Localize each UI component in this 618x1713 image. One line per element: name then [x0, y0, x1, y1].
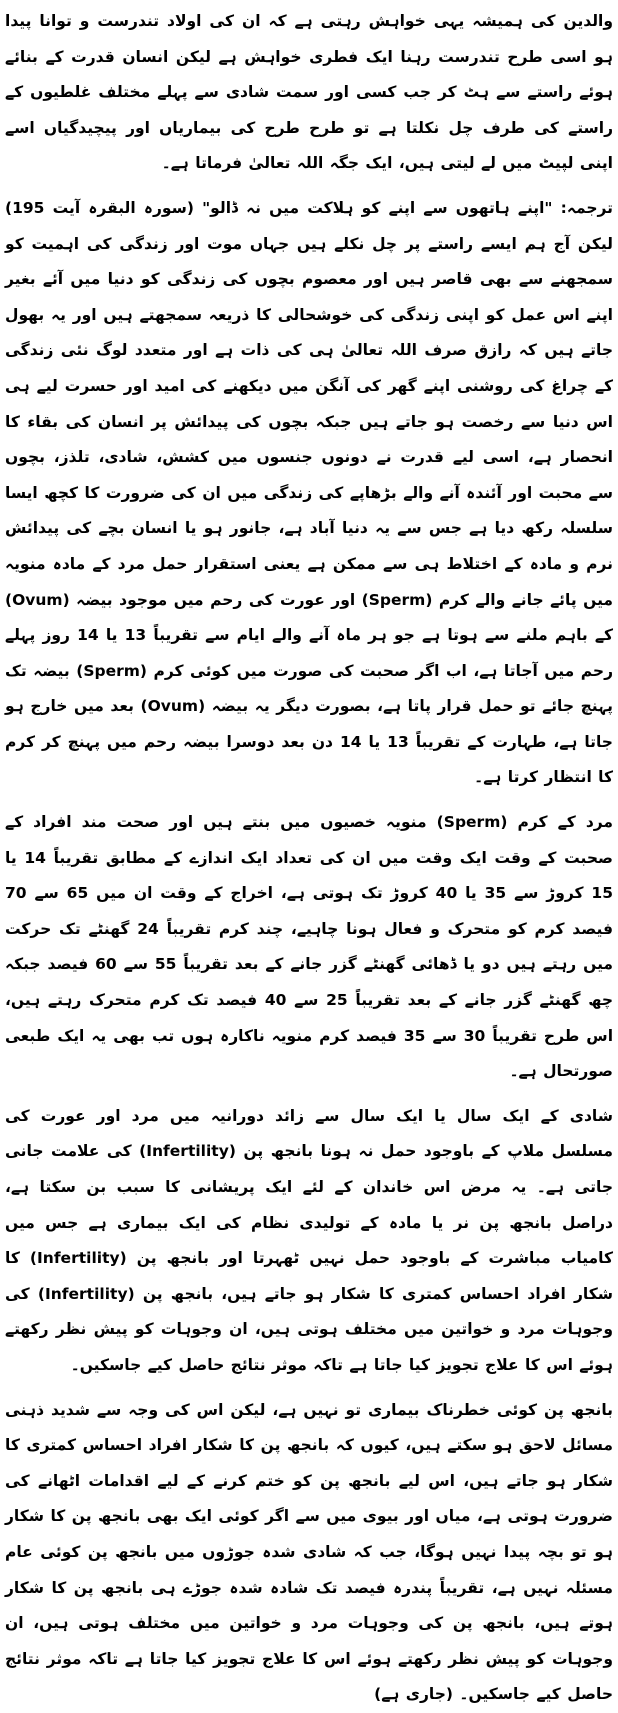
article-paragraph-sperm: مرد کے کرم (Sperm) منویہ خصیوں میں بنتے ہیں اور صحت مند افراد کے صحبت کے وقت ایک وقت میں ان کی تعداد ایک اندازے کے مطابق تقریباً 14 یا 15 کروڑ سے 35 یا 40 کروڑ تک ہوتی ہے، اخراج کے وقت ان میں 65 سے 70 فیصد کرم کو متحرک و فعال ہونا چاہیے، چند کرم تقریباً 24 گھنٹے تک حرکت میں رہتے ہیں دو یا ڈھائی گھنٹے گزر جانے کے بعد تقریباً 55 سے 60 فیصد جبکہ چھ گھنٹے گزر جانے کے بعد تقریباً 25 سے 40 فیصد تک کرم متحرک رہتے ہیں، اس طرح تقریباً 30 سے 35 فیصد کرم منویہ ناکارہ ہوں تب بھی یہ ایک طبعی صورتحال ہے۔	[5, 813, 614, 1081]
article-paragraph-conclusion: بانجھ پن کوئی خطرناک بیماری تو نہیں ہے، لیکن اس کی وجہ سے شدید ذہنی مسائل لاحق ہو سکتے ہیں، کیوں کہ بانجھ پن کا شکار افراد احساس کمتری کا شکار ہو جاتے ہیں، اس لیے بانجھ پن کو ختم کرنے کے لیے اقدامات اٹھانے کی ضرورت ہوتی ہے، میاں اور بیوی میں سے اگر کوئی ایک بھی بانجھ پن کا شکار ہو تو بچہ پیدا نہیں ہوگا، جب کہ شادی شدہ جوڑوں میں بانجھ پن کوئی عام مسئلہ نہیں ہے، تقریباً پندرہ فیصد تک شادہ شدہ جوڑے ہی بانجھ پن کا شکار ہوتے ہیں، بانجھ پن کی وجوہات مرد و خواتین میں مختلف ہوتی ہیں، ان وجوہات کو پیش نظر رکھتے ہوئے اس کا علاج تجویز کیا جاتا ہے تاکہ موثر نتائج حاصل کیے جاسکیں۔ (جاری ہے)	[5, 1400, 613, 1704]
article-paragraph-translation: ترجمہ: "اپنے ہاتھوں سے اپنے کو ہلاکت میں نہ ڈالو" (سورہ البقرہ آیت 195) لیکن آج ہم ایسے راستے پر چل نکلے ہیں جہاں موت اور زندگی کی اہمیت کو سمجھنے سے بھی قاصر ہیں اور معصوم بچوں کی زندگی کو دنیا میں آئے بغیر اپنے اس عمل کو اپنی زندگی کی خوشحالی کا ذریعہ سمجھتے ہیں اور یہ بھول جاتے ہیں کہ رازق صرف اللہ تعالیٰ ہی کی ذات ہے اور متعدد لوگ نئی زندگی کے چراغ کی روشنی اپنے گھر کی آنگن میں دیکھنے کی امید اور حسرت لیے ہی اس دنیا سے رخصت ہو جاتے ہیں جبکہ بچوں کی پیدائش پر انسان کی بقاء کا انحصار ہے، اسی لیے قدرت نے دونوں جنسوں میں کشش، شادی، تلذز، بچوں سے محبت اور آئندہ آنے والے بڑھاپے کی زندگی میں ان کی ضرورت کا کچھ ایسا سلسلہ رکھ دیا ہے جس سے یہ دنیا آباد ہے، جانور ہو یا انسان بچے کی پیدائش نرم و مادہ کے اختلاط ہی سے ممکن ہے یعنی استقرار حمل مرد کے مادہ منویہ میں پائے جانے والے کرم (Sperm) اور عورت کی رحم میں موجود بیضہ (Ovum) کے باہم ملنے سے ہوتا ہے جو ہر ماہ آنے والے ایام سے تقریباً 13 یا 14 روز پہلے رحم میں آجاتا ہے، اب اگر صحبت کی صورت میں کوئی کرم (Sperm) بیضہ تک پہنچ جائے تو حمل قرار پاتا ہے، بصورت دیگر یہ بیضہ (Ovum) بعد میں خارج ہو جاتا ہے، طہارت کے تقریباً 13 یا 14 دن بعد دوسرا بیضہ رحم میں پہنچ کر کرم کا انتظار کرتا ہے۔	[5, 198, 613, 787]
article-paragraph-infertility: شادی کے ایک سال یا ایک سال سے زائد دورانیہ میں مرد اور عورت کی مسلسل ملاپ کے باوجود حمل نہ ہونا بانجھ پن (Infertility) کی علامت جانی جاتی ہے۔ یہ مرض اس خاندان کے لئے ایک پریشانی کا سبب بن سکتا ہے، دراصل بانجھ پن نر یا مادہ کے تولیدی نظام کی ایک بیماری ہے جس میں کامیاب مباشرت کے باوجود حمل نہیں ٹھہرتا اور بانجھ پن (Infertility) کا شکار افراد احساس کمتری کا شکار ہو جاتے ہیں، بانجھ پن (Infertility) کی وجوہات مرد و خواتین میں مختلف ہوتی ہیں، ان وجوہات کو پیش نظر رکھتے ہوئے اس کا علاج تجویز کیا جاتا ہے تاکہ موثر نتائج حاصل کیے جاسکیں۔	[5, 1106, 613, 1374]
article-paragraph-intro: والدین کی ہمیشہ یہی خواہش رہتی ہے کہ ان کی اولاد تندرست و توانا پیدا ہو اسی طرح تندرست رہنا ایک فطری خواہش ہے لیکن انسان قدرت کے بنائے ہوئے راستے سے ہٹ کر جب کسی اور سمت شادی سے پہلے مختلف غلطیوں کے راستے کی طرف چل نکلتا ہے تو طرح طرح کی بیماریاں اور پیچیدگیاں اسے اپنی لپیٹ میں لے لیتی ہیں، ایک جگہ اللہ تعالیٰ فرماتا ہے۔	[5, 12, 613, 173]
